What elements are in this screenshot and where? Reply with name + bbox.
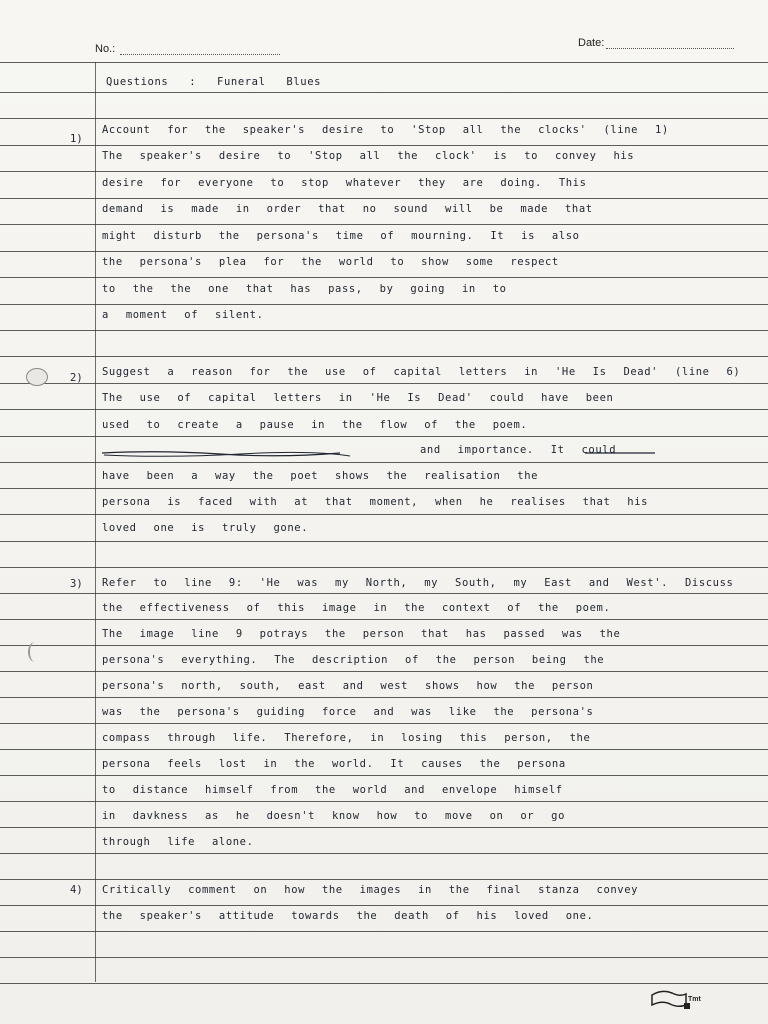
brand-logo-text: Tmt [688, 996, 701, 1003]
ruled-line [0, 514, 768, 515]
ruled-line [0, 827, 768, 828]
ruled-line [0, 462, 768, 463]
ruled-line [0, 145, 768, 146]
ruled-line [0, 541, 768, 542]
answer-line: Suggest a reason for the use of capital letters in 'He Is Dead' (line 6) [102, 366, 741, 378]
answer-line: The use of capital letters in 'He Is Dead' could have been [102, 392, 614, 404]
question-number: 3) [70, 578, 83, 590]
ruled-line [0, 983, 768, 984]
answer-line: the effectiveness of this image in the context of the poem. [102, 602, 611, 614]
answer-line: persona's north, south, east and west shows how the person [102, 680, 594, 692]
question-number: 1) [70, 133, 83, 145]
binder-hole-icon [26, 368, 48, 386]
ruled-line [0, 593, 768, 594]
ruled-line [0, 775, 768, 776]
answer-line: might disturb the persona's time of mourning. It is also [102, 230, 580, 242]
ruled-line [0, 436, 768, 437]
binder-hole-icon [28, 642, 42, 662]
ruled-line [0, 905, 768, 906]
ruled-line [0, 801, 768, 802]
answer-line: desire for everyone to stop whatever they are doing. This [102, 177, 587, 189]
date-label: Date: [578, 37, 605, 49]
ruled-line [0, 92, 768, 93]
answer-line: through life alone. [102, 836, 254, 848]
answer-line: used to create a pause in the flow of the poem. [102, 419, 528, 431]
ruled-line [0, 330, 768, 331]
date-field-line [606, 48, 734, 49]
ruled-line [0, 383, 768, 384]
answer-line: persona's everything. The description of the person being the [102, 654, 605, 666]
ruled-line [0, 304, 768, 305]
ruled-line [0, 118, 768, 119]
answer-line: and importance. It could [420, 444, 617, 456]
answer-line: have been a way the poet shows the realisation the [102, 470, 539, 482]
answer-line: compass through life. Therefore, in losing this person, the [102, 732, 591, 744]
no-label: No.: [95, 43, 116, 55]
brand-logo-icon [650, 985, 710, 1011]
answer-line: The speaker's desire to 'Stop all the clock' is to convey his [102, 150, 635, 162]
answer-line: the persona's plea for the world to show some respect [102, 256, 559, 268]
crossed-out-text [100, 446, 660, 460]
ruled-line [0, 224, 768, 225]
ruled-line [0, 879, 768, 880]
margin-line [95, 62, 96, 982]
answer-line: to distance himself from the world and envelope himself [102, 784, 563, 796]
question-number: 2) [70, 372, 83, 384]
answer-line: in davkness as he doesn't know how to move on or go [102, 810, 565, 822]
ruled-line [0, 356, 768, 357]
ruled-line [0, 645, 768, 646]
ruled-line [0, 171, 768, 172]
answer-line: Refer to line 9: 'He was my North, my South, my East and West'. Discuss [102, 577, 734, 589]
answer-line: Critically comment on how the images in the final stanza convey [102, 884, 639, 896]
ruled-line [0, 567, 768, 568]
answer-line: The image line 9 potrays the person that has passed was the [102, 628, 621, 640]
ruled-line [0, 409, 768, 410]
answer-line: the speaker's attitude towards the death of his loved one. [102, 910, 594, 922]
ruled-line [0, 198, 768, 199]
ruled-line [0, 277, 768, 278]
question-number: 4) [70, 884, 83, 896]
answer-line: persona is faced with at that moment, when he realises that his [102, 496, 649, 508]
ruled-line [0, 931, 768, 932]
ruled-line [0, 671, 768, 672]
ruled-line [0, 749, 768, 750]
ruled-line [0, 488, 768, 489]
ruled-line [0, 619, 768, 620]
answer-line: was the persona's guiding force and was like the persona's [102, 706, 594, 718]
answer-line: a moment of silent. [102, 309, 264, 321]
ruled-line [0, 62, 768, 63]
ruled-line [0, 723, 768, 724]
answer-line: persona feels lost in the world. It causes the persona [102, 758, 566, 770]
ruled-line [0, 251, 768, 252]
answer-line: Account for the speaker's desire to 'Stop all the clocks' (line 1) [102, 124, 669, 136]
ruled-line [0, 957, 768, 958]
answer-line: loved one is truly gone. [102, 522, 309, 534]
page-title: Questions : Funeral Blues [106, 76, 322, 88]
answer-line: demand is made in order that no sound will be made that [102, 203, 593, 215]
answer-line: to the the one that has pass, by going in to [102, 283, 507, 295]
ruled-line [0, 853, 768, 854]
ruled-line [0, 697, 768, 698]
no-field-line [120, 54, 280, 55]
